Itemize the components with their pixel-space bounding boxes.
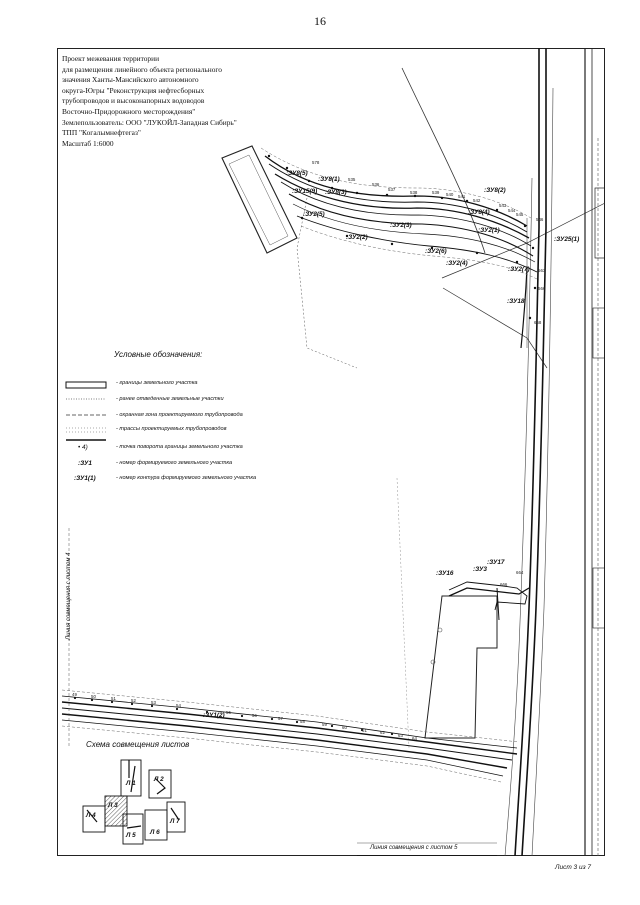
- header-line: ТПП "Когалымнефтегаз": [62, 128, 141, 138]
- sheet-label: Л 4: [86, 812, 96, 819]
- header-line: Проект межевания территории: [62, 54, 160, 63]
- turning-points: [268, 155, 536, 319]
- point-number: 540: [446, 192, 454, 197]
- point-number: 63: [398, 733, 403, 738]
- plot-label: :ЗУ1(2): [203, 712, 225, 719]
- point-number: 536: [372, 182, 380, 187]
- header-line: округа-Югры "Реконструкция нефтесборных: [62, 85, 205, 95]
- header-line: трубопроводов и высоконапорных водоводов: [62, 96, 205, 106]
- legend-item-label: - номер формируемого земельного участка: [116, 460, 233, 466]
- plot-label: :ЗУ2(2): [346, 234, 368, 241]
- plot-label: :ЗУ2(4): [446, 260, 468, 267]
- plot-label: :ЗУ2(1): [478, 227, 500, 234]
- road-line: [443, 288, 547, 368]
- point-number: 56: [252, 713, 257, 718]
- point-number: 49: [72, 692, 77, 697]
- header-line: Землепользователь: ООО "ЛУКОЙЛ-Западная Сибирь": [62, 117, 237, 127]
- building: [229, 155, 288, 245]
- plot-label: :ЗУ17: [487, 559, 505, 566]
- point-number: 543: [499, 203, 507, 208]
- point-number: 546: [536, 217, 544, 222]
- legend-item-label: - точка поворота границы земельного участка: [116, 444, 243, 450]
- header-line: Восточно-Придорожного месторождения": [62, 106, 196, 116]
- point-number: 51: [111, 696, 116, 701]
- point-number: 57: [278, 716, 283, 721]
- point-number: 535: [348, 177, 356, 182]
- point-number: 539: [432, 190, 440, 195]
- plot-label: :ЗУ25(1): [554, 236, 580, 243]
- sheet-label: Л 2: [154, 776, 164, 783]
- plot-label: :ЗУ8(5): [286, 170, 308, 177]
- header-line: значения Ханты-Мансийского автономного: [62, 75, 199, 85]
- point-number: 54: [176, 703, 181, 708]
- point-number: 53: [151, 700, 156, 705]
- legend-item-label: - номер контура формируемого земельного участка: [116, 475, 257, 481]
- scheme-title: Схема совмещения листов: [86, 740, 190, 749]
- legend-item-label: - охранная зона проектируемого трубопровода: [116, 412, 243, 418]
- sheet-label: Л 1: [126, 780, 136, 787]
- project-header: [62, 54, 292, 149]
- sheet-label: Л 6: [150, 829, 160, 836]
- point-number: 538: [410, 190, 418, 195]
- pipeline-branch: [449, 588, 529, 596]
- plot-label: :ЗУ15(9): [292, 188, 318, 195]
- legend-item-label: - трассы проектируемых трубопроводов: [116, 426, 227, 432]
- point-number: 52: [131, 698, 136, 703]
- plot-label: :ЗУ3: [473, 566, 487, 573]
- point-number: 664: [516, 570, 524, 575]
- point-number: 64: [412, 736, 417, 741]
- point-number: 61: [362, 728, 367, 733]
- sheet-label: Л 7: [170, 818, 180, 825]
- point-number: 60: [342, 725, 347, 730]
- sheet-number: Лист 3 из 7: [555, 864, 592, 871]
- point-number: 542: [473, 198, 481, 203]
- plot-label: :ЗУ8(4): [468, 209, 490, 216]
- point-number: 537: [388, 187, 396, 192]
- sheet-label: Л 3: [108, 802, 118, 809]
- plot-label: :ЗУ2(3): [390, 222, 412, 229]
- point-number: 578: [312, 160, 320, 165]
- point-number: 545: [516, 212, 524, 217]
- sheet-label: Л 5: [126, 832, 136, 839]
- point-number: 566: [538, 286, 546, 291]
- plot-label: :ЗУ2(7): [508, 266, 530, 273]
- point-number: 62: [380, 730, 385, 735]
- legend-marker-contour: :ЗУ1(1): [74, 475, 96, 482]
- legend-item-label: - границы земельного участка: [116, 380, 198, 386]
- point-number: 563: [538, 268, 546, 273]
- point-number: 59: [322, 722, 327, 727]
- legend-marker-point: • 4): [78, 444, 88, 451]
- plot-label: :ЗУ16: [436, 570, 454, 577]
- building: [425, 596, 497, 738]
- scale-label: Масштаб 1:6000: [62, 138, 114, 148]
- legend-title: Условные обозначения:: [114, 350, 203, 359]
- lower-pipeline-bundle: [62, 696, 517, 776]
- match-line-sheet-4: Линия совмещения с листом 4: [66, 552, 72, 640]
- point-number: 58: [300, 719, 305, 724]
- plot-label: :ЗУ18: [507, 298, 525, 305]
- point-number: 541: [458, 194, 466, 199]
- map-canvas: [57, 48, 605, 856]
- plot-label: :ЗУ2(5): [303, 211, 325, 218]
- plot-label: :ЗУ2(6): [425, 248, 447, 255]
- point-number: 544: [508, 208, 516, 213]
- legend-symbol-land-boundary: [66, 382, 106, 388]
- page-number: 16: [314, 14, 326, 28]
- legend-item-label: - ранее отведенные земельные участки: [116, 396, 224, 402]
- match-line-sheet-5: Линия совмещения с листом 5: [370, 845, 458, 851]
- plot-label: :ЗУ8(2): [484, 187, 506, 194]
- plot-label: :ЗУ8(3): [325, 189, 347, 196]
- header-line: для размещения линейного объекта регионального: [62, 64, 222, 74]
- point-number: 55: [226, 710, 231, 715]
- point-number: 668: [534, 320, 542, 325]
- point-number: 666: [500, 582, 508, 587]
- point-number: 50: [91, 694, 96, 699]
- lower-protection-zone: [62, 690, 519, 782]
- legend-marker-plot: :ЗУ1: [78, 460, 92, 467]
- plot-label: :ЗУ8(1): [318, 176, 340, 183]
- main-road: [532, 88, 553, 856]
